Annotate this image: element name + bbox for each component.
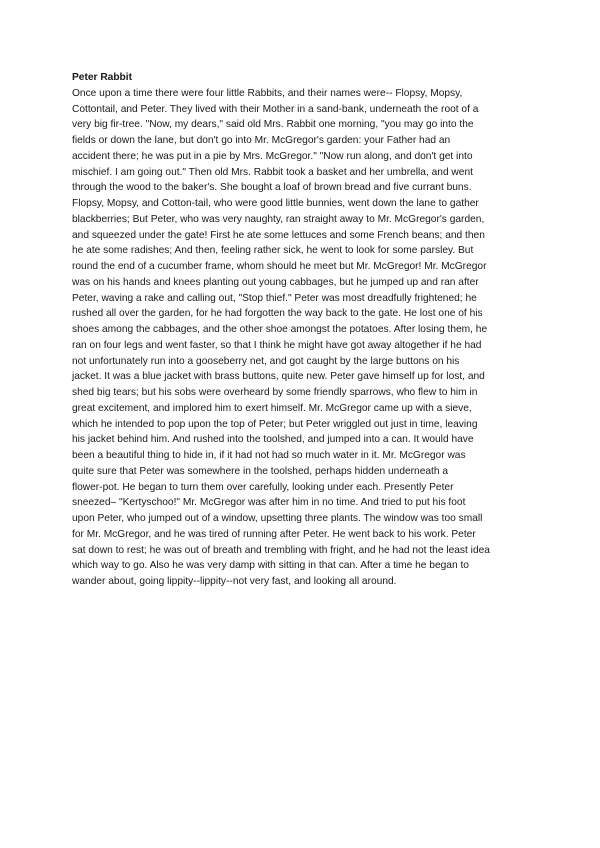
body-line: which way to go. Also he was very damp with sitting in that can. After a time he began to [72,560,469,572]
body-line: through the wood to the baker's. She bought a loaf of brown bread and five currant buns. [72,182,472,194]
body-line: very big fir-tree. "Now, my dears," said old Mrs. Rabbit one morning, "you may go into the [72,119,474,131]
body-line: flower-pot. He began to turn them over carefully, looking under each. Presently Peter [72,481,454,493]
body-line: upon Peter, who jumped out of a window, upsetting three plants. The window was too small [72,513,483,524]
body-line: sneezed– "Kertyschoo!" Mr. McGregor was after him in no time. And tried to put his foot [72,497,466,509]
body-line: he ate some radishes; And then, feeling rather sick, he went to look for some parsley. But [72,245,474,257]
body-line: blackberries; But Peter, who was very naughty, ran straight away to Mr. McGregor's garden, [72,213,485,225]
body-line: great excitement, and implored him to exert himself. Mr. McGregor came up with a sieve, [72,402,472,414]
body-line: Peter, waving a rake and calling out, "Stop thief." Peter was most dreadfully frightened; he [72,292,477,304]
body-line: Cottontail, and Peter. They lived with their Mother in a sand-bank, underneath the root of a [72,103,479,115]
body-line: accident there; he was put in a pie by Mrs. McGregor." "Now run along, and don't get into [72,150,473,162]
body-line: sat down to rest; he was out of breath and trembling with fright, and he had not the least idea [72,544,490,556]
body-line: Once upon a time there were four little Rabbits, and their names were-- Flopsy, Mopsy, [72,87,463,99]
body-line: shed big tears; but his sobs were overheard by some friendly sparrows, who flew to him in [72,387,478,398]
body-line: which he intended to pop upon the top of Peter; but Peter wriggled out just in time, leaving [72,418,478,430]
body-line: Flopsy, Mopsy, and Cotton-tail, who were good little bunnies, went down the lane to gather [72,198,479,209]
document-body [72,86,532,590]
body-line: quite sure that Peter was somewhere in the toolshed, perhaps hidden underneath a [72,465,449,477]
body-line: shoes among the cabbages, and the other shoe amongst the potatoes. After losing them, he [72,324,488,335]
body-line: ran on four legs and went faster, so that I think he might have got away altogether if he had [72,339,482,351]
body-line: his jacket behind him. And rushed into the toolshed, and jumped into a can. It would have [72,434,474,446]
body-line: been a beautiful thing to hide in, if it had not had so much water in it. Mr. McGregor was [72,450,466,461]
body-line: jacket. It was a blue jacket with brass buttons, quite new. Peter gave himself up for lost, and [72,371,485,383]
body-line: and squeezed under the gate! First he ate some lettuces and some French beans; and then [72,229,485,241]
body-line: mischief. I am going out." Then old Mrs. Rabbit took a basket and her umbrella, and went [72,166,473,178]
document-title: Peter Rabbit [72,72,133,83]
document-page [72,70,532,590]
body-line: was on his hands and knees planting out young cabbages, but he jumped up and ran after [72,276,479,288]
body-line: not unfortunately run into a gooseberry net, and got caught by the large buttons on his [72,355,460,367]
body-line: fields or down the lane, but don't go into Mr. McGregor's garden: your Father had an [72,135,451,146]
body-line: rushed all over the garden, for he had forgotten the way back to the gate. He lost one of his [72,308,483,320]
body-line: for Mr. McGregor, and he was tired of running after Peter. He went back to his work. Peter [72,528,476,540]
body-line: wander about, going lippity--lippity--not very fast, and looking all around. [72,576,397,587]
body-line: round the end of a cucumber frame, whom should he meet but Mr. McGregor! Mr. McGregor [72,261,487,272]
